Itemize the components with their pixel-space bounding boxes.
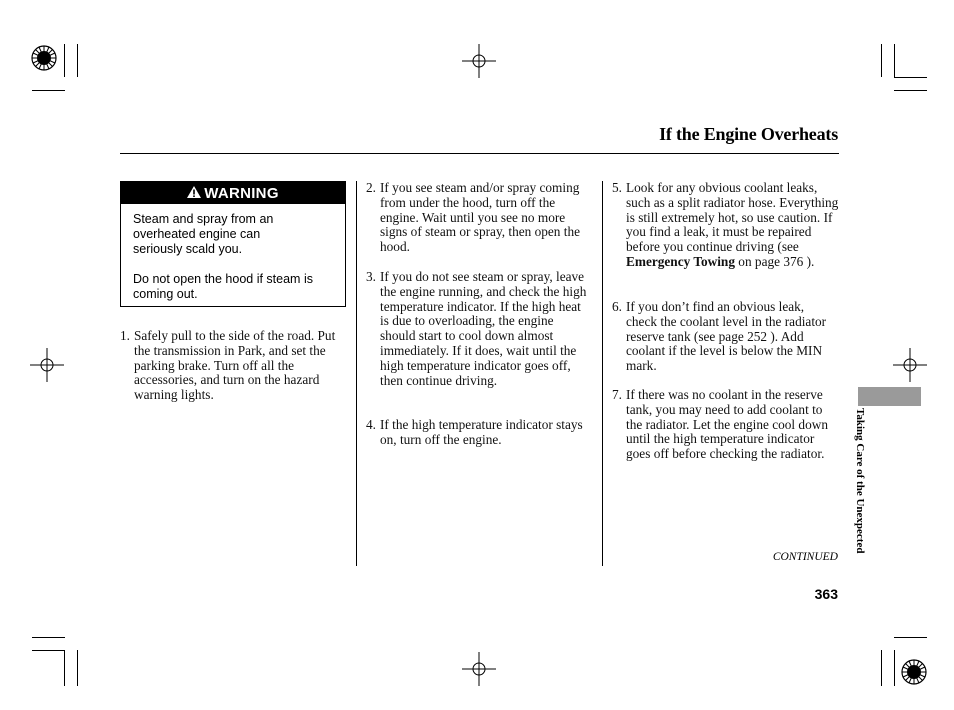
column-divider <box>356 181 357 566</box>
warning-box <box>120 181 346 307</box>
step-text: If you don’t find an obvious leak, check the coolant level in the radiator reserve tank (see page 252 ). Add coolant if the level is below the MIN mark. <box>626 299 827 374</box>
column-divider <box>602 181 603 566</box>
crop-mark <box>32 650 65 651</box>
registration-crosshair-icon <box>462 652 496 686</box>
crop-mark <box>894 44 895 77</box>
step-item <box>612 181 840 270</box>
continued-label: CONTINUED <box>772 551 838 563</box>
step-text-part: Look for any obvious coolant leaks, such as a split radiator hose. Everything is still extremely hot, so use caution. If you find a leak, it must be repaired before you continue driving (see <box>626 180 839 255</box>
crop-mark <box>77 44 78 77</box>
step-item <box>120 329 342 403</box>
warning-paragraph: Do not open the hood if steam is coming out. <box>133 272 313 301</box>
crop-mark <box>894 77 927 78</box>
step-number: 6. <box>612 299 622 314</box>
step-text: If you do not see steam or spray, leave the engine running, and check the high temperature indicator. If the high heat is due to overloading, the engine should start to cool down almost immediately. If it does, wait until the high temperature indicator goes off, then continue driving. <box>380 269 587 388</box>
step-number: 7. <box>612 387 622 402</box>
warning-paragraph: Steam and spray from an overheated engine can seriously scald you. <box>133 212 274 256</box>
warning-header <box>121 182 345 204</box>
page-number: 363 <box>814 586 838 602</box>
crop-mark <box>32 90 65 91</box>
step-item <box>366 418 592 448</box>
step-item <box>366 270 592 388</box>
crop-mark <box>881 650 882 686</box>
registration-star-icon <box>30 44 58 72</box>
warning-title: WARNING <box>204 184 279 202</box>
step-text <box>612 181 840 270</box>
registration-crosshair-icon <box>893 348 927 382</box>
registration-crosshair-icon <box>30 348 64 382</box>
crop-mark <box>64 650 65 686</box>
page-title: If the Engine Overheats <box>659 124 838 144</box>
step-item <box>612 388 840 462</box>
section-tab <box>858 387 921 406</box>
step-number: 5. <box>612 180 622 195</box>
cross-reference-emergency-towing: Emergency Towing <box>626 253 735 269</box>
crop-mark <box>77 650 78 686</box>
crop-mark <box>894 90 927 91</box>
title-rule <box>120 153 839 154</box>
crop-mark <box>894 650 895 686</box>
crop-mark <box>64 44 65 77</box>
step-text: If there was no coolant in the reserve tank, you may need to add coolant to the radiator. Let the engine cool down until the high temperature indicator goes off before checking the radiator. <box>626 387 828 462</box>
warning-triangle-icon <box>187 186 201 201</box>
step-number: 3. <box>366 269 376 284</box>
step-number: 4. <box>366 417 376 432</box>
crop-mark <box>881 44 882 77</box>
step-number: 2. <box>366 180 376 195</box>
step-item <box>366 181 592 255</box>
step-text: Safely pull to the side of the road. Put the transmission in Park, and set the parking brake. Turn off all the accessories, and turn on the hazard warning lights. <box>134 328 336 403</box>
registration-crosshair-icon <box>462 44 496 78</box>
registration-star-icon <box>900 658 928 686</box>
section-label: Taking Care of the Unexpected <box>854 408 866 554</box>
step-text: If you see steam and/or spray coming from under the hood, turn off the engine. Wait until you see no more signs of steam or spray, then open the hood. <box>380 180 581 255</box>
step-item <box>612 300 834 374</box>
crop-mark <box>32 637 65 638</box>
step-number: 1. <box>120 328 130 343</box>
step-text-part: on page 376 ). <box>734 253 815 269</box>
step-text: If the high temperature indicator stays on, turn off the engine. <box>380 417 583 447</box>
crop-mark <box>894 637 927 638</box>
